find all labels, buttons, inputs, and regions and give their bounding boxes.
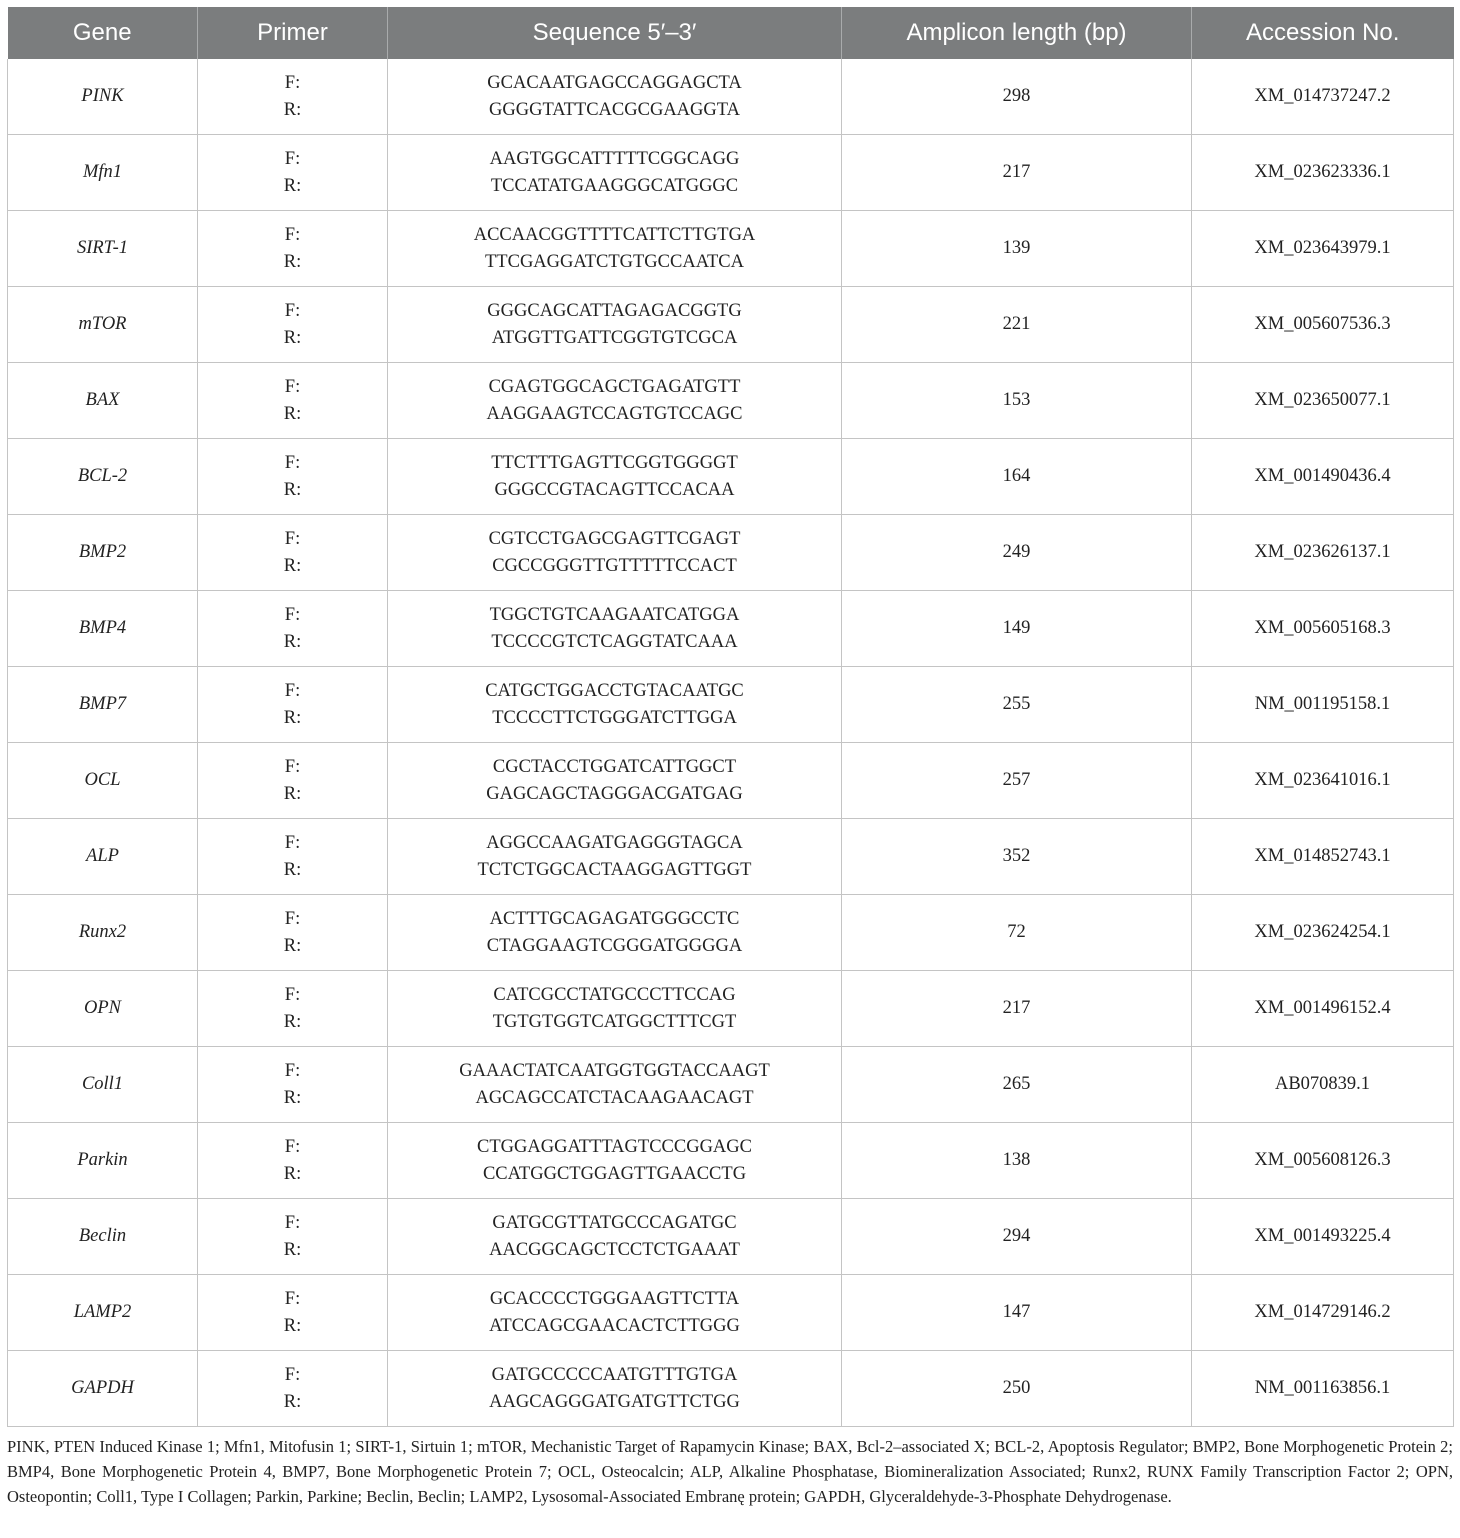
primer-reverse: R: xyxy=(283,859,302,880)
primer-cell xyxy=(198,59,388,135)
sequence-reverse: TGTGTGGTCATGGCTTTCGT xyxy=(492,1011,737,1032)
accession-number: XM_005608126.3 xyxy=(1192,1123,1454,1199)
sequence-cell xyxy=(388,1123,842,1199)
primer-reverse: R: xyxy=(283,1087,302,1108)
sequence-forward: CATGCTGGACCTGTACAATGC xyxy=(485,680,744,701)
primer-table xyxy=(7,7,1454,1427)
primer-cell xyxy=(198,971,388,1047)
amplicon-length: 164 xyxy=(842,439,1192,515)
sequence-reverse: TCCCCGTCTCAGGTATCAAA xyxy=(491,631,738,652)
primer-cell xyxy=(198,1047,388,1123)
sequence-reverse: TCTCTGGCACTAAGGAGTTGGT xyxy=(477,859,752,880)
sequence-reverse: CGCCGGGTTGTTTTTCCACT xyxy=(492,555,737,576)
table-row xyxy=(8,1199,1454,1275)
primer-reverse: R: xyxy=(283,783,302,804)
sequence-forward: TTCTTTGAGTTCGGTGGGGT xyxy=(491,452,738,473)
sequence-forward: CATCGCCTATGCCCTTCCAG xyxy=(493,984,736,1005)
amplicon-length: 153 xyxy=(842,363,1192,439)
table-row xyxy=(8,439,1454,515)
amplicon-length: 352 xyxy=(842,819,1192,895)
sequence-forward: ACCAACGGTTTTCATTCTTGTGA xyxy=(473,224,756,245)
accession-number: XM_023624254.1 xyxy=(1192,895,1454,971)
sequence-cell xyxy=(388,515,842,591)
table-row xyxy=(8,895,1454,971)
header-sequence: Sequence 5′–3′ xyxy=(388,7,842,59)
primer-reverse: R: xyxy=(283,707,302,728)
accession-number: XM_005605168.3 xyxy=(1192,591,1454,667)
sequence-forward: GCACCCCTGGGAAGTTCTTA xyxy=(489,1288,740,1309)
sequence-cell xyxy=(388,743,842,819)
table-header xyxy=(8,7,1454,59)
header-primer: Primer xyxy=(198,7,388,59)
amplicon-length: 217 xyxy=(842,135,1192,211)
amplicon-length: 257 xyxy=(842,743,1192,819)
primer-forward: F: xyxy=(284,72,301,93)
table-row xyxy=(8,211,1454,287)
sequence-cell xyxy=(388,135,842,211)
sequence-cell xyxy=(388,59,842,135)
amplicon-length: 221 xyxy=(842,287,1192,363)
gene-name: OPN xyxy=(8,971,198,1047)
primer-forward: F: xyxy=(284,452,301,473)
header-accession: Accession No. xyxy=(1192,7,1454,59)
amplicon-length: 249 xyxy=(842,515,1192,591)
table-row xyxy=(8,667,1454,743)
primer-forward: F: xyxy=(284,1136,301,1157)
accession-number: XM_001496152.4 xyxy=(1192,971,1454,1047)
sequence-reverse: GGGGTATTCACGCGAAGGTA xyxy=(489,99,740,120)
primer-cell xyxy=(198,135,388,211)
amplicon-length: 138 xyxy=(842,1123,1192,1199)
sequence-forward: TGGCTGTCAAGAATCATGGA xyxy=(489,604,740,625)
accession-number: XM_023641016.1 xyxy=(1192,743,1454,819)
primer-forward: F: xyxy=(284,528,301,549)
sequence-reverse: GAGCAGCTAGGGACGATGAG xyxy=(486,783,743,804)
primer-reverse: R: xyxy=(283,1391,302,1412)
gene-name: Mfn1 xyxy=(8,135,198,211)
gene-name: LAMP2 xyxy=(8,1275,198,1351)
amplicon-length: 149 xyxy=(842,591,1192,667)
table-row xyxy=(8,287,1454,363)
primer-forward: F: xyxy=(284,604,301,625)
accession-number: AB070839.1 xyxy=(1192,1047,1454,1123)
sequence-reverse: AGCAGCCATCTACAAGAACAGT xyxy=(475,1087,754,1108)
primer-cell xyxy=(198,1351,388,1427)
sequence-reverse: GGGCCGTACAGTTCCACAA xyxy=(494,479,735,500)
primer-forward: F: xyxy=(284,756,301,777)
gene-name: Beclin xyxy=(8,1199,198,1275)
primer-cell xyxy=(198,591,388,667)
primer-forward: F: xyxy=(284,224,301,245)
sequence-forward: GAAACTATCAATGGTGGTACCAAGT xyxy=(459,1060,770,1081)
amplicon-length: 139 xyxy=(842,211,1192,287)
table-row xyxy=(8,971,1454,1047)
sequence-reverse: TCCATATGAAGGGCATGGGC xyxy=(490,175,739,196)
sequence-cell xyxy=(388,287,842,363)
accession-number: NM_001163856.1 xyxy=(1192,1351,1454,1427)
table-row xyxy=(8,515,1454,591)
sequence-forward: CGAGTGGCAGCTGAGATGTT xyxy=(488,376,741,397)
sequence-forward: CGTCCTGAGCGAGTTCGAGT xyxy=(488,528,741,549)
amplicon-length: 72 xyxy=(842,895,1192,971)
primer-reverse: R: xyxy=(283,251,302,272)
gene-name: ALP xyxy=(8,819,198,895)
accession-number: XM_023623336.1 xyxy=(1192,135,1454,211)
gene-name: SIRT-1 xyxy=(8,211,198,287)
sequence-reverse: TCCCCTTCTGGGATCTTGGA xyxy=(492,707,737,728)
sequence-forward: CGCTACCTGGATCATTGGCT xyxy=(492,756,737,777)
gene-name: mTOR xyxy=(8,287,198,363)
table-footnote: PINK, PTEN Induced Kinase 1; Mfn1, Mitofusin 1; SIRT-1, Sirtuin 1; mTOR, Mechanistic Target of Rapamycin Kinase; BAX, Bcl-2–associated X; BCL-2, Apoptosis Regulator; BMP2, Bone Morphogenetic Protein 2; BMP4, Bone Morphogenetic Protein 4, BMP7, Bone Morphogenetic Protein 7; OCL, Osteocalcin; ALP, Alkaline Phosphatase, Biomineralization Associated; Runx2, RUNX Family Transcription Factor 2; OPN, Osteopontin; Coll1, Type I Collagen; Parkin, Parkine; Beclin, Beclin; LAMP2, Lysosomal-Associated Embranę protein; GAPDH, Glyceraldehyde-3-Phosphate Dehydrogenase. xyxy=(7,1437,1453,1506)
sequence-reverse: CCATGGCTGGAGTTGAACCTG xyxy=(482,1163,747,1184)
amplicon-length: 298 xyxy=(842,59,1192,135)
table-row xyxy=(8,743,1454,819)
primer-forward: F: xyxy=(284,148,301,169)
accession-number: XM_023643979.1 xyxy=(1192,211,1454,287)
primer-cell xyxy=(198,743,388,819)
gene-name: GAPDH xyxy=(8,1351,198,1427)
accession-number: XM_014852743.1 xyxy=(1192,819,1454,895)
sequence-forward: CTGGAGGATTTAGTCCCGGAGC xyxy=(477,1136,752,1157)
table-row xyxy=(8,1351,1454,1427)
accession-number: XM_014729146.2 xyxy=(1192,1275,1454,1351)
table-row xyxy=(8,363,1454,439)
sequence-cell xyxy=(388,211,842,287)
header-row xyxy=(8,7,1454,59)
primer-reverse: R: xyxy=(283,99,302,120)
sequence-reverse: ATCCAGCGAACACTCTTGGG xyxy=(489,1315,740,1336)
sequence-reverse: AACGGCAGCTCCTCTGAAAT xyxy=(489,1239,740,1260)
sequence-forward: ACTTTGCAGAGATGGGCCTC xyxy=(489,908,740,929)
sequence-cell xyxy=(388,439,842,515)
primer-cell xyxy=(198,667,388,743)
sequence-cell xyxy=(388,895,842,971)
sequence-cell xyxy=(388,1275,842,1351)
accession-number: NM_001195158.1 xyxy=(1192,667,1454,743)
accession-number: XM_023626137.1 xyxy=(1192,515,1454,591)
sequence-cell xyxy=(388,1199,842,1275)
gene-name: BCL-2 xyxy=(8,439,198,515)
primer-forward: F: xyxy=(284,1288,301,1309)
primer-cell xyxy=(198,287,388,363)
primer-reverse: R: xyxy=(283,935,302,956)
gene-name: Coll1 xyxy=(8,1047,198,1123)
primer-reverse: R: xyxy=(283,1011,302,1032)
sequence-forward: GATGCCCCCAATGTTTGTGA xyxy=(491,1364,738,1385)
primer-forward: F: xyxy=(284,376,301,397)
primer-reverse: R: xyxy=(283,403,302,424)
header-amplicon-length: Amplicon length (bp) xyxy=(842,7,1192,59)
sequence-cell xyxy=(388,591,842,667)
header-gene: Gene xyxy=(8,7,198,59)
sequence-reverse: AAGCAGGGATGATGTTCTGG xyxy=(489,1391,740,1412)
amplicon-length: 217 xyxy=(842,971,1192,1047)
sequence-forward: AAGTGGCATTTTTCGGCAGG xyxy=(489,148,740,169)
gene-name: OCL xyxy=(8,743,198,819)
primer-forward: F: xyxy=(284,1364,301,1385)
amplicon-length: 255 xyxy=(842,667,1192,743)
primer-reverse: R: xyxy=(283,327,302,348)
primer-reverse: R: xyxy=(283,631,302,652)
gene-name: BAX xyxy=(8,363,198,439)
sequence-reverse: AAGGAAGTCCAGTGTCCAGC xyxy=(486,403,743,424)
sequence-reverse: CTAGGAAGTCGGGATGGGGA xyxy=(486,935,743,956)
primer-cell xyxy=(198,515,388,591)
primer-reverse: R: xyxy=(283,1315,302,1336)
table-row xyxy=(8,59,1454,135)
primer-cell xyxy=(198,895,388,971)
accession-number: XM_023650077.1 xyxy=(1192,363,1454,439)
table-row xyxy=(8,1047,1454,1123)
amplicon-length: 147 xyxy=(842,1275,1192,1351)
primer-cell xyxy=(198,1123,388,1199)
gene-name: BMP7 xyxy=(8,667,198,743)
primer-reverse: R: xyxy=(283,1163,302,1184)
sequence-forward: GATGCGTTATGCCCAGATGC xyxy=(492,1212,737,1233)
sequence-reverse: ATGGTTGATTCGGTGTCGCA xyxy=(491,327,738,348)
primer-cell xyxy=(198,211,388,287)
primer-reverse: R: xyxy=(283,175,302,196)
accession-number: XM_014737247.2 xyxy=(1192,59,1454,135)
sequence-cell xyxy=(388,363,842,439)
gene-name: BMP2 xyxy=(8,515,198,591)
primer-table-container xyxy=(7,7,1453,1427)
primer-reverse: R: xyxy=(283,1239,302,1260)
primer-cell xyxy=(198,1275,388,1351)
table-row xyxy=(8,819,1454,895)
primer-reverse: R: xyxy=(283,479,302,500)
primer-forward: F: xyxy=(284,908,301,929)
sequence-forward: AGGCCAAGATGAGGGTAGCA xyxy=(486,832,743,853)
accession-number: XM_001490436.4 xyxy=(1192,439,1454,515)
sequence-reverse: TTCGAGGATCTGTGCCAATCA xyxy=(485,251,744,272)
sequence-cell xyxy=(388,1351,842,1427)
primer-forward: F: xyxy=(284,1212,301,1233)
gene-name: PINK xyxy=(8,59,198,135)
sequence-cell xyxy=(388,667,842,743)
table-row xyxy=(8,591,1454,667)
sequence-cell xyxy=(388,1047,842,1123)
table-row xyxy=(8,135,1454,211)
sequence-cell xyxy=(388,971,842,1047)
primer-forward: F: xyxy=(284,300,301,321)
primer-forward: F: xyxy=(284,1060,301,1081)
primer-cell xyxy=(198,1199,388,1275)
primer-cell xyxy=(198,439,388,515)
accession-number: XM_005607536.3 xyxy=(1192,287,1454,363)
primer-forward: F: xyxy=(284,832,301,853)
gene-name: Parkin xyxy=(8,1123,198,1199)
sequence-forward: GCACAATGAGCCAGGAGCTA xyxy=(487,72,742,93)
primer-forward: F: xyxy=(284,680,301,701)
table-row xyxy=(8,1275,1454,1351)
primer-reverse: R: xyxy=(283,555,302,576)
sequence-forward: GGGCAGCATTAGAGACGGTG xyxy=(487,300,742,321)
table-row xyxy=(8,1123,1454,1199)
gene-name: Runx2 xyxy=(8,895,198,971)
primer-cell xyxy=(198,819,388,895)
amplicon-length: 265 xyxy=(842,1047,1192,1123)
gene-name: BMP4 xyxy=(8,591,198,667)
accession-number: XM_001493225.4 xyxy=(1192,1199,1454,1275)
amplicon-length: 294 xyxy=(842,1199,1192,1275)
primer-cell xyxy=(198,363,388,439)
table-body xyxy=(8,59,1454,1427)
primer-forward: F: xyxy=(284,984,301,1005)
amplicon-length: 250 xyxy=(842,1351,1192,1427)
sequence-cell xyxy=(388,819,842,895)
